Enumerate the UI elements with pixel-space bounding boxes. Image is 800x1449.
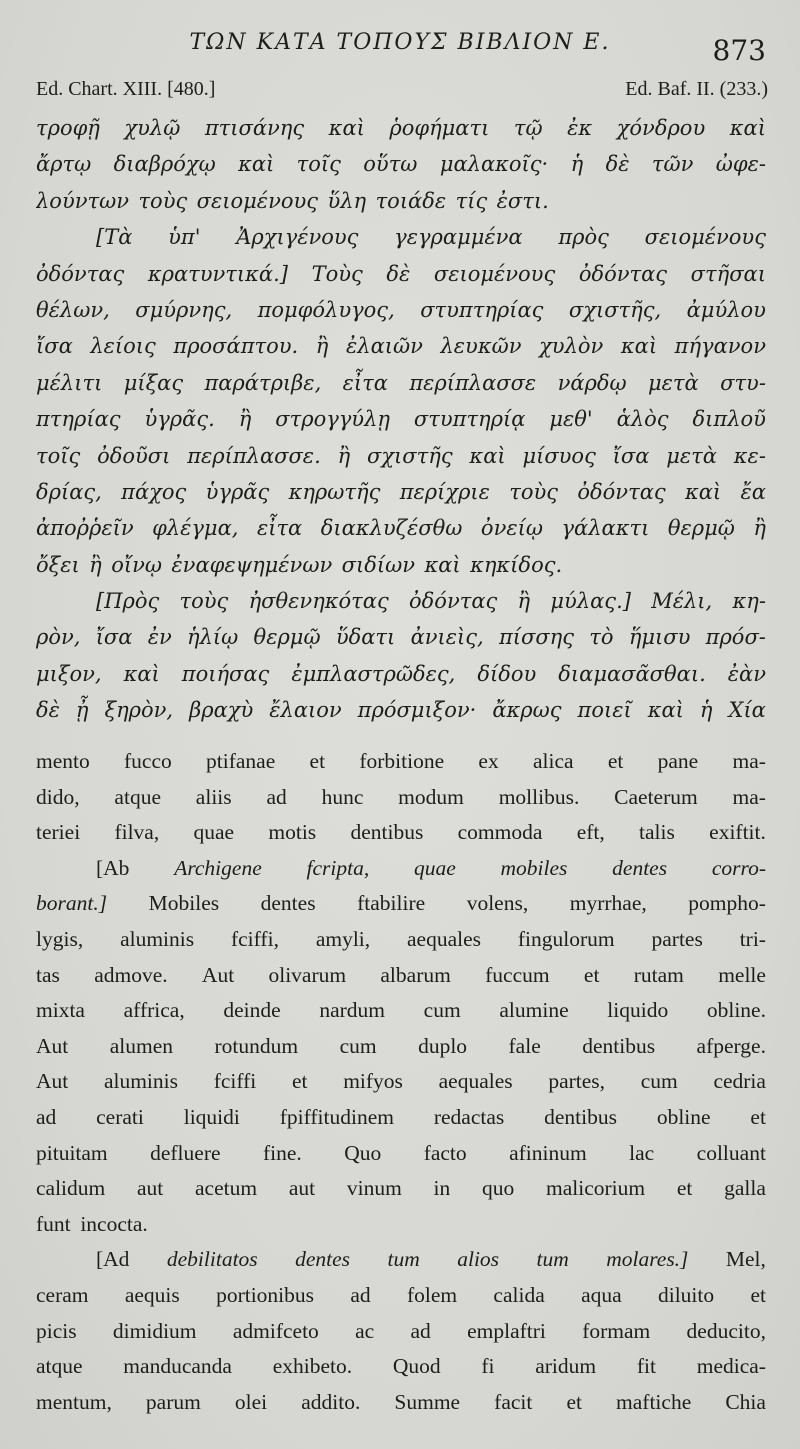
- greek-text-line: πτηρίας ὑγρᾶς. ἢ στρογγύλῃ στυπτηρίᾳ μεθ' ἁλὸς διπλοῦ: [36, 407, 766, 432]
- latin-text-line: pituitam defluere fine. Quo facto afininum lac colluant: [36, 1140, 766, 1165]
- latin-text-line: picis dimidium admifceto ac ad emplaftri formam deducito,: [36, 1318, 766, 1343]
- latin-text-line: mento fucco ptifanae et forbitione ex alica et pane ma-: [36, 749, 766, 773]
- greek-text-line: τοῖς ὀδοῦσι περίπλασσε. ἢ σχιστῆς καὶ μίσυος ἴσα μετὰ κε-: [36, 443, 766, 468]
- greek-text-block: [36, 110, 766, 729]
- greek-text-line: μιξον, καὶ ποιήσας ἐμπλαστρῶδες, δίδου διαμασᾶσθαι. ἐὰν: [36, 661, 766, 686]
- latin-text-line: mentum, parum olei addito. Summe facit et maftiche Chia: [36, 1389, 766, 1414]
- greek-text-line: ἴσα λείοις προσάπτου. ἢ ἐλαιῶν λευκῶν χυλὸν καὶ πήγανον: [36, 334, 766, 359]
- page-number: 873: [712, 34, 766, 67]
- latin-text-line: Aut alumen rotundum cum duplo fale dentibus afperge.: [36, 1033, 766, 1058]
- greek-text-line: δρίας, πάχος ὑγρᾶς κηρωτῆς περίχριε τοὺς ὀδόντας καὶ ἔα: [36, 479, 766, 504]
- latin-text-line: dido, atque aliis ad hunc modum mollibus. Caeterum ma-: [36, 784, 766, 809]
- latin-text-line: teriei filva, quae motis dentibus commoda eft, talis exiftit.: [36, 820, 766, 845]
- latin-text-line: tas admove. Aut olivarum albarum fuccum et rutam melle: [36, 962, 766, 987]
- greek-text-line: δὲ ᾖ ξηρὸν, βραχὺ ἔλαιον πρόσμιξον· ἄκρως ποιεῖ καὶ ἡ Χία: [36, 698, 766, 723]
- latin-text-line: mixta affrica, deinde nardum cum alumine liquido obline.: [36, 998, 766, 1023]
- latin-text-block: [36, 744, 766, 1420]
- latin-text-line: lygis, aluminis fciffi, amyli, aequales fingulorum partes tri-: [36, 926, 766, 951]
- greek-text-line: ὄξει ἢ οἴνῳ ἐναφεψημένων σιδίων καὶ κηκίδος.: [36, 552, 563, 577]
- greek-text-line: [Τὰ ὑπ' Ἀρχιγένους γεγραμμένα πρὸς σειομένους: [96, 225, 766, 250]
- running-title: ΤΩΝ ΚΑΤΑ ΤΟΠΟΥΣ ΒΙΒΛΙΟΝ Ε.: [189, 30, 611, 55]
- greek-text-line: ρὸν, ἴσα ἐν ἡλίῳ θερμῷ ὕδατι ἀνιεὶς, πίσσης τὸ ἥμισυ πρόσ-: [36, 625, 766, 650]
- greek-text-line: ὀδόντας κρατυντικά.] Τοὺς δὲ σειομένους ὀδόντας στῆσαι: [36, 261, 766, 286]
- greek-text-line: μέλιτι μίξας παράτριβε, εἶτα περίπλασσε νάρδῳ μετὰ στυ-: [36, 370, 766, 395]
- latin-text-line: [Ad debilitatos dentes tum alios tum molares.] Mel,: [96, 1247, 766, 1272]
- latin-text-line: borant.] Mobiles dentes ftabilire volens, myrrhae, pompho-: [36, 891, 766, 916]
- latin-text-line: Aut aluminis fciffi et mifyos aequales partes, cum cedria: [36, 1069, 766, 1094]
- latin-text-line: [Ab Archigene fcripta, quae mobiles dentes corro-: [96, 855, 766, 880]
- greek-text-line: ἄρτῳ διαβρόχῳ καὶ τοῖς οὕτω μαλακοῖς· ἡ δὲ τῶν ὠφε-: [36, 152, 766, 177]
- greek-text-line: λούντων τοὺς σειομένους ὕλη τοιάδε τίς ἐστι.: [36, 188, 549, 213]
- greek-text-line: ἀποῤῥεῖν φλέγμα, εἶτα διακλυζέσθω ὀνείῳ γάλακτι θερμῷ ἢ: [36, 516, 766, 541]
- latin-text-line: funt incocta.: [36, 1211, 148, 1236]
- greek-text-line: θέλων, σμύρνης, πομφόλυγος, στυπτηρίας σχιστῆς, ἀμύλου: [36, 297, 766, 322]
- latin-text-line: ad cerati liquidi fpiffitudinem redactas dentibus obline et: [36, 1104, 766, 1129]
- latin-text-line: ceram aequis portionibus ad folem calida aqua diluito et: [36, 1282, 766, 1307]
- edition-reference-left: Ed. Chart. XIII. [480.]: [36, 78, 216, 100]
- greek-text-line: [Πρὸς τοὺς ἠσθενηκότας ὀδόντας ἢ μύλας.] Μέλι, κη-: [96, 589, 766, 614]
- latin-text-line: calidum aut acetum aut vinum in quo malicorium et galla: [36, 1176, 766, 1201]
- latin-text-line: atque manducanda exhibeto. Quod fi aridum fit medica-: [36, 1354, 766, 1379]
- edition-reference-right: Ed. Baf. II. (233.): [625, 78, 768, 100]
- greek-text-line: τροφῇ χυλῷ πτισάνης καὶ ῥοφήματι τῷ ἐκ χόνδρου καὶ: [36, 116, 766, 140]
